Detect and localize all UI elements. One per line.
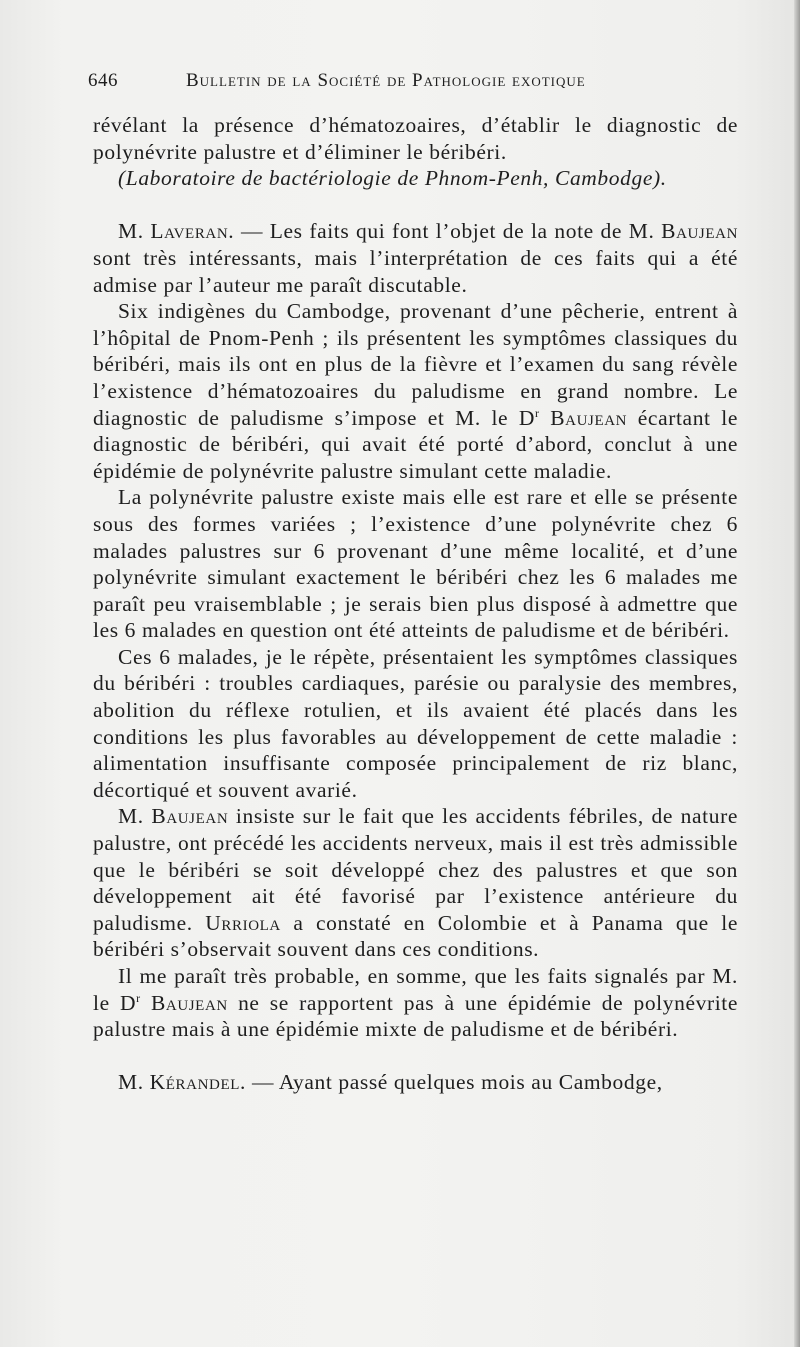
paragraph-symptoms: Ces 6 malades, je le répète, présentaient les symptômes classiques du béribéri : troubles cardiaques, parésie ou paralysie des membres, abolition du réflexe rotulien, et ils avaient été placés dans les conditions les plus favorables au développement de cette maladie : alimentation insuffisante composée principalement de riz blanc, décortiqué et souvent avarié. (93, 644, 738, 802)
author-name: Baujean (661, 219, 738, 244)
page-edge-shadow (794, 0, 800, 1347)
paragraph-polyneuritis: La polynévrite palustre existe mais elle est rare et elle se présente sous des formes variées ; l’existence d’une polynévrite chez 6 malades palustres sur 6 provenant d’une même localité, et d’une polynévrite simulant exactement le béribéri chez les 6 malades me paraît peu vraisemblable ; je serais bien plus disposé à admettre que les 6 malades en question ont été atteints de paludisme et de béribéri. (93, 485, 738, 643)
speaker-name: M. Laveran. (118, 219, 235, 244)
paragraph-febrile-accidents (93, 803, 738, 963)
paragraph-text: écartant le diagnostic de béribéri, qui avait été porté d’abord, conclut à une épidémie de polynévrite palustre simulant cette maladie. (93, 405, 738, 483)
paragraph-text: Il me paraît très probable, en somme, que les faits signalés par M. le D (93, 964, 738, 1015)
superscript: r (534, 405, 540, 420)
paragraph-text: — Ayant passé quelques mois au Cambodge, (245, 1070, 663, 1095)
article-body (93, 112, 738, 1096)
running-head: Bulletin de la Société de Pathologie exotique (186, 70, 586, 91)
author-name: Baujean (151, 804, 229, 829)
paragraph-text: — Les faits qui font l’objet de la note de M. (234, 219, 662, 244)
paragraph-text: a constaté en Colombie et à Panama que le béribéri s’observait souvent dans ces conditions. (93, 910, 738, 962)
paragraph-continuation: révélant la présence d’hématozoaires, d’établir le diagnostic de polynévrite palustre et d’éliminer le béribéri. (93, 113, 738, 164)
author-name: Baujean (140, 990, 228, 1015)
paragraph-text: ne se rapportent pas à une épidémie de polynévrite palustre mais à une épidémie mixte de paludisme et de béribéri. (93, 990, 738, 1042)
paragraph-text: Six indigènes du Cambodge, provenant d’une pêcherie, entrent à l’hôpital de Pnom-Penh ; ils présentent les symptômes classiques du béribéri, mais ils ont en plus de la fièvre et l’examen du sang révèle l’existence d’hématozoaires du paludisme en grand nombre. Le diagnostic de paludisme s’impose et M. le D (93, 299, 738, 430)
cited-author-name: Urriola (205, 910, 281, 935)
paragraph-text: sont très intéressants, mais l’interprétation de ces faits qui a été admise par l’auteur me paraît discutable. (93, 245, 738, 297)
author-name: Baujean (539, 405, 628, 430)
paragraph-laveran-intro (93, 218, 738, 298)
source-note: (Laboratoire de bactériologie de Phnom-Penh, Cambodge). (118, 166, 667, 191)
speaker-name: M. Kérandel. (118, 1070, 246, 1095)
superscript: r (136, 990, 141, 1005)
page-number: 646 (88, 70, 118, 91)
paragraph-kerandel (93, 1069, 738, 1096)
paragraph-text: insiste sur le fait que les accidents fébriles, de nature palustre, ont précédé les accidents nerveux, mais il est très admissible que le béribéri se soit développé chez des palustres et que son développement ait été favorisé par l’existence antérieure du paludisme. (93, 804, 738, 935)
paragraph-case-description (93, 298, 738, 484)
paragraph-conclusion (93, 963, 738, 1043)
paragraph-text: M. (118, 804, 152, 829)
page-header (88, 70, 738, 98)
